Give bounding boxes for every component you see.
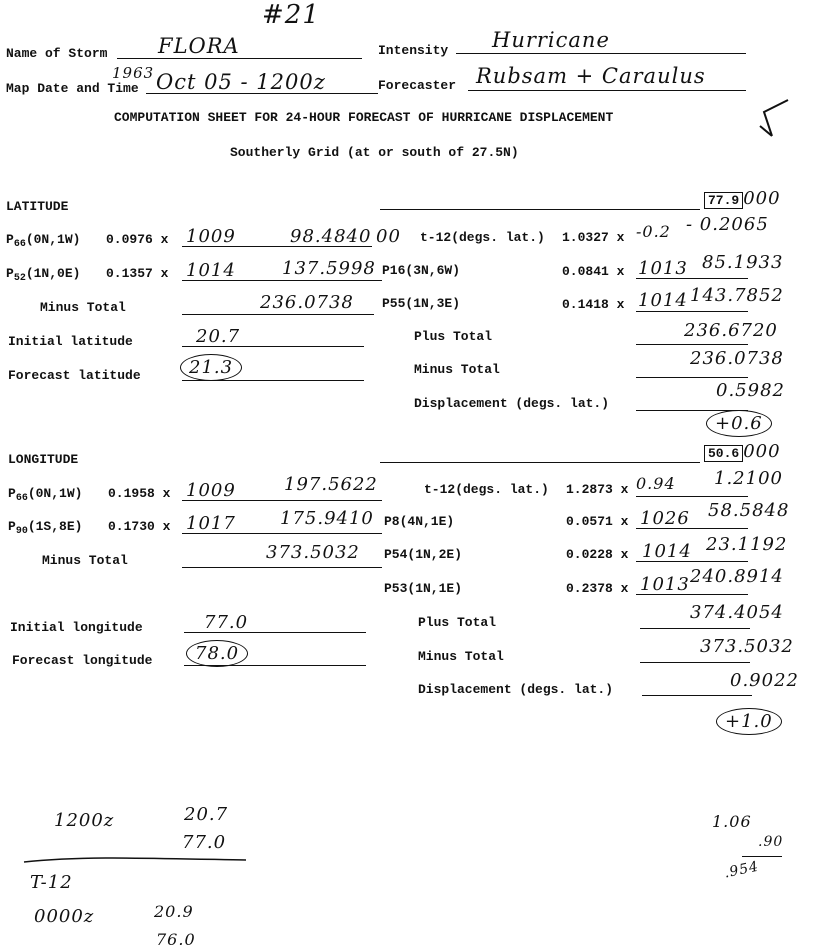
note-time-1200z: 1200z (54, 810, 115, 831)
note-divider-stroke (20, 852, 250, 868)
map-date-label: Map Date and Time (6, 81, 139, 96)
note-calc-1: 1.06 (712, 812, 752, 831)
lon-p54-label: P54(1N,2E) (384, 547, 463, 562)
lat-minus-total-value: 236.0738 (260, 292, 354, 313)
note-lat-2: 20.9 (154, 902, 194, 921)
lat-minus-total-right-label: Minus Total (414, 362, 500, 377)
lat-p55-label: P55(1N,3E) (382, 296, 461, 311)
note-lat-1: 20.7 (184, 804, 229, 825)
lat-plus-total-value: 236.6720 (684, 320, 778, 341)
lon-t12-result: 1.2100 (714, 468, 783, 489)
sheet-title: COMPUTATION SHEET FOR 24-HOUR FORECAST OF HURRICANE DISPLACEMENT (114, 110, 614, 125)
lat-t12-coef: 1.0327 x (562, 230, 625, 245)
lat-row-p66-input: 1009 (186, 226, 236, 247)
lon-plus-total-value: 374.4054 (690, 602, 784, 623)
lon-p54-result: 23.1192 (706, 534, 788, 555)
lon-p54-coef: 0.0228 x (566, 547, 629, 562)
lon-t12-label: t-12(degs. lat.) (424, 482, 549, 497)
lon-minus-total-label: Minus Total (42, 553, 128, 568)
lon-p53-result: 240.8914 (690, 566, 784, 587)
lat-displacement-rounded: +0.6 (706, 410, 772, 437)
lon-minus-total-right-label: Minus Total (418, 649, 504, 664)
initial-latitude-value: 20.7 (196, 326, 241, 347)
storm-name-value: FLORA (158, 34, 240, 58)
lat-p16-label: P16(3N,6W) (382, 263, 461, 278)
lat-row-p66-coef: 0.0976 x (106, 232, 169, 247)
sheet-number: #21 (262, 0, 320, 30)
lon-p8-input: 1026 (640, 508, 690, 529)
intensity-value: Hurricane (492, 28, 610, 52)
forecast-longitude-value: 78.0 (186, 640, 248, 667)
lat-p16-input: 1013 (638, 258, 688, 279)
lat-row-p52-coef: 0.1357 x (106, 266, 169, 281)
forecast-latitude-value: 21.3 (180, 354, 242, 381)
longitude-section-label: LONGITUDE (8, 452, 79, 467)
lon-row-p90-coef: 0.1730 x (108, 519, 171, 534)
note-calc-2: .90 (758, 834, 784, 850)
lon-row-p66-input: 1009 (186, 480, 236, 501)
initial-longitude-label: Initial longitude (10, 620, 143, 635)
lon-minus-total-value: 373.5032 (266, 542, 360, 563)
forecast-longitude-label: Forecast longitude (12, 653, 153, 668)
forecaster-value: Rubsam + Caraulus (476, 64, 706, 88)
lon-row-p90-result: 175.9410 (280, 508, 374, 529)
lat-row-p66-result: 98.4840 (290, 226, 372, 247)
lat-displacement-value: 0.5982 (716, 380, 785, 401)
note-calc-3: .954 (722, 858, 761, 882)
forecast-latitude-label: Forecast latitude (8, 368, 141, 383)
lon-row-p66-coef: 0.1958 x (108, 486, 171, 501)
lat-p55-input: 1014 (638, 290, 688, 311)
lon-displacement-rounded: +1.0 (716, 708, 782, 735)
lon-displacement-label: Displacement (degs. lat.) (418, 682, 614, 697)
note-t12-label: T-12 (30, 872, 73, 893)
lon-p8-label: P8(4N,1E) (384, 514, 455, 529)
lon-plus-total-label: Plus Total (418, 615, 497, 630)
longitude-constant: 50.6 000 (704, 441, 781, 462)
lat-row-p66: $P_{66}(0N,1W)$ (6, 232, 81, 250)
initial-longitude-value: 77.0 (204, 612, 249, 633)
lat-p55-result: 143.7852 (690, 285, 784, 306)
lon-p53-label: P53(1N,1E) (384, 581, 463, 596)
note-time-0000z: 0000z (34, 906, 95, 927)
lat-p16-coef: 0.0841 x (562, 264, 625, 279)
date-value: Oct 05 - 1200z (156, 70, 326, 94)
intensity-label: Intensity (378, 43, 449, 58)
lat-minus-total-label: Minus Total (40, 300, 126, 315)
lon-t12-input: 0.94 (636, 474, 676, 493)
lat-minus-total-right-value: 236.0738 (690, 348, 784, 369)
forecaster-label: Forecaster (378, 78, 457, 93)
lat-row-p52: $P_{52}(1N,0E)$ (6, 266, 81, 284)
year-value: 1963 (112, 64, 155, 82)
lat-p55-coef: 0.1418 x (562, 297, 625, 312)
lat-row-p52-result: 137.5998 (282, 258, 376, 279)
lon-p53-input: 1013 (640, 574, 690, 595)
sheet-subtitle: Southerly Grid (at or south of 27.5N) (230, 145, 519, 160)
note-lon-1: 77.0 (182, 832, 227, 853)
lat-t12-result: - 0.2065 (686, 214, 769, 235)
lon-row-p66: $P_{66}(0N,1W)$ (8, 486, 83, 504)
lon-minus-total-right-value: 373.5032 (700, 636, 794, 657)
lat-t12-input: -0.2 (636, 222, 671, 241)
lon-t12-coef: 1.2873 x (566, 482, 629, 497)
initial-latitude-label: Initial latitude (8, 334, 133, 349)
lat-t12-label: t-12(degs. lat.) (420, 230, 545, 245)
lat-row-p52-input: 1014 (186, 260, 236, 281)
lat-plus-total-label: Plus Total (414, 329, 493, 344)
lon-p54-input: 1014 (642, 541, 692, 562)
lon-row-p66-result: 197.5622 (284, 474, 378, 495)
lon-p53-coef: 0.2378 x (566, 581, 629, 596)
note-lon-2: 76.0 (156, 930, 196, 949)
latitude-section-label: LATITUDE (6, 199, 69, 214)
lon-p8-coef: 0.0571 x (566, 514, 629, 529)
latitude-constant: 77.9 000 (704, 188, 781, 209)
lat-displacement-label: Displacement (degs. lat.) (414, 396, 610, 411)
lon-p8-result: 58.5848 (708, 500, 790, 521)
lon-displacement-value: 0.9022 (730, 670, 799, 691)
storm-name-label: Name of Storm (6, 46, 108, 61)
lat-p16-result: 85.1933 (702, 252, 784, 273)
lon-row-p90: $P_{90}(1S,8E)$ (8, 519, 83, 537)
corner-checkmark-icon (756, 96, 796, 146)
lon-row-p90-input: 1017 (186, 513, 236, 534)
lat-row-p66-trail: 00 (376, 226, 401, 247)
